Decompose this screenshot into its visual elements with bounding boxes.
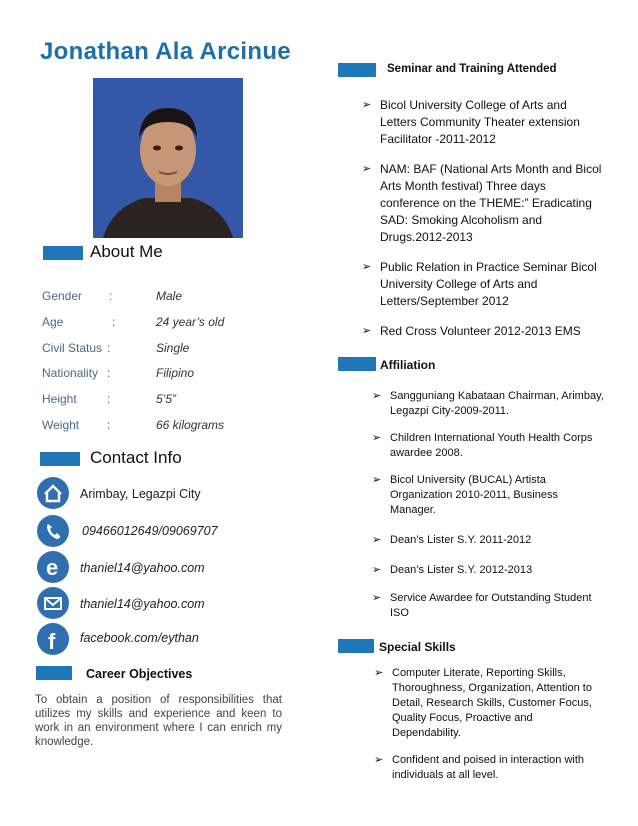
contact-bar <box>40 452 80 466</box>
info-colon: : <box>107 392 111 406</box>
info-colon: : <box>107 341 111 355</box>
career-title: Career Objectives <box>86 667 193 681</box>
career-bar <box>36 666 72 680</box>
svg-text:f: f <box>48 629 56 654</box>
contact-address: Arimbay, Legazpi City <box>80 487 201 501</box>
seminar-bar <box>338 63 376 77</box>
info-label: Age <box>42 315 64 329</box>
list-item: ➢ Computer Literate, Reporting Skills, Thoroughness, Organization, Attention to Detail, Research Skills, Customer Focus, Quality Focus, Proactive and Dependability. <box>374 666 600 741</box>
affiliation-bar <box>338 357 376 371</box>
facebook-icon <box>37 623 69 655</box>
list-item: ➢ Dean’s Lister S.Y. 2011-2012 <box>372 533 604 548</box>
info-value: 5’5” <box>156 392 177 406</box>
list-item: ➢ Confident and poised in interaction with individuals at all level. <box>374 753 600 783</box>
info-label: Gender <box>42 289 83 303</box>
affiliation-title: Affiliation <box>380 358 436 372</box>
contact-title: Contact Info <box>90 448 182 467</box>
skills-bar <box>338 639 374 653</box>
skills-title: Special Skills <box>379 640 456 654</box>
skills-list <box>374 666 600 783</box>
info-value: 66 kilograms <box>156 418 225 432</box>
contact-email-2: thaniel14@yahoo.com <box>80 597 205 611</box>
affiliation-list <box>372 389 604 621</box>
info-colon: : <box>107 366 111 380</box>
profile-photo <box>93 78 243 238</box>
contact-phone: 09466012649/09069707 <box>82 524 218 538</box>
list-item: ➢ NAM: BAF (National Arts Month and Bicol Arts Month festival) Three days conference on the THEME:” Eradicating SAD: Smoking Alcoholism and Drugs.2012-2013 <box>362 161 602 246</box>
seminar-title: Seminar and Training Attended <box>387 63 557 75</box>
info-colon: : <box>112 315 116 329</box>
info-label: Civil Status <box>42 341 103 355</box>
list-item: ➢ Bicol University (BUCAL) Artista Organization 2010-2011, Business Manager. <box>372 473 604 518</box>
list-item: ➢ Dean’s Lister S.Y. 2012-2013 <box>372 563 604 578</box>
info-value: Filipino <box>156 366 195 380</box>
about-bar <box>43 246 83 260</box>
list-item: ➢ Bicol University College of Arts and Letters Community Theater extension Facilitator -2011-2012 <box>362 97 602 148</box>
list-item: ➢ Red Cross Volunteer 2012-2013 EMS <box>362 323 602 340</box>
info-colon: : <box>107 418 111 432</box>
list-item: ➢ Public Relation in Practice Seminar Bicol University College of Arts and Letters/September 2012 <box>362 259 602 310</box>
home-icon <box>37 477 69 509</box>
phone-icon <box>37 515 69 547</box>
ie-icon <box>37 551 69 583</box>
info-colon: : <box>109 289 113 303</box>
contact-email: thaniel14@yahoo.com <box>80 561 205 575</box>
info-label: Nationality <box>42 366 99 380</box>
list-item: ➢ Service Awardee for Outstanding Student ISO <box>372 591 604 621</box>
info-label: Height <box>42 392 77 406</box>
seminar-list <box>362 97 602 340</box>
info-label: Weight <box>42 418 80 432</box>
about-title: About Me <box>90 242 163 261</box>
info-value: Single <box>156 341 190 355</box>
info-value: 24 year’s old <box>156 315 225 329</box>
resume-name: Jonathan Ala Arcinue <box>40 38 291 65</box>
svg-text:e: e <box>46 555 59 580</box>
mail-icon <box>37 587 69 619</box>
list-item: ➢ Sangguniang Kabataan Chairman, Arimbay, Legazpi City-2009-2011. <box>372 389 604 419</box>
career-objective-text: To obtain a position of responsibilities that utilizes my skills and experience and keen to work in an environment where I can enrich my knowledge. <box>35 694 282 748</box>
info-value: Male <box>156 289 183 303</box>
list-item: ➢ Children International Youth Health Corps awardee 2008. <box>372 431 604 461</box>
contact-facebook: facebook.com/eythan <box>80 631 199 645</box>
